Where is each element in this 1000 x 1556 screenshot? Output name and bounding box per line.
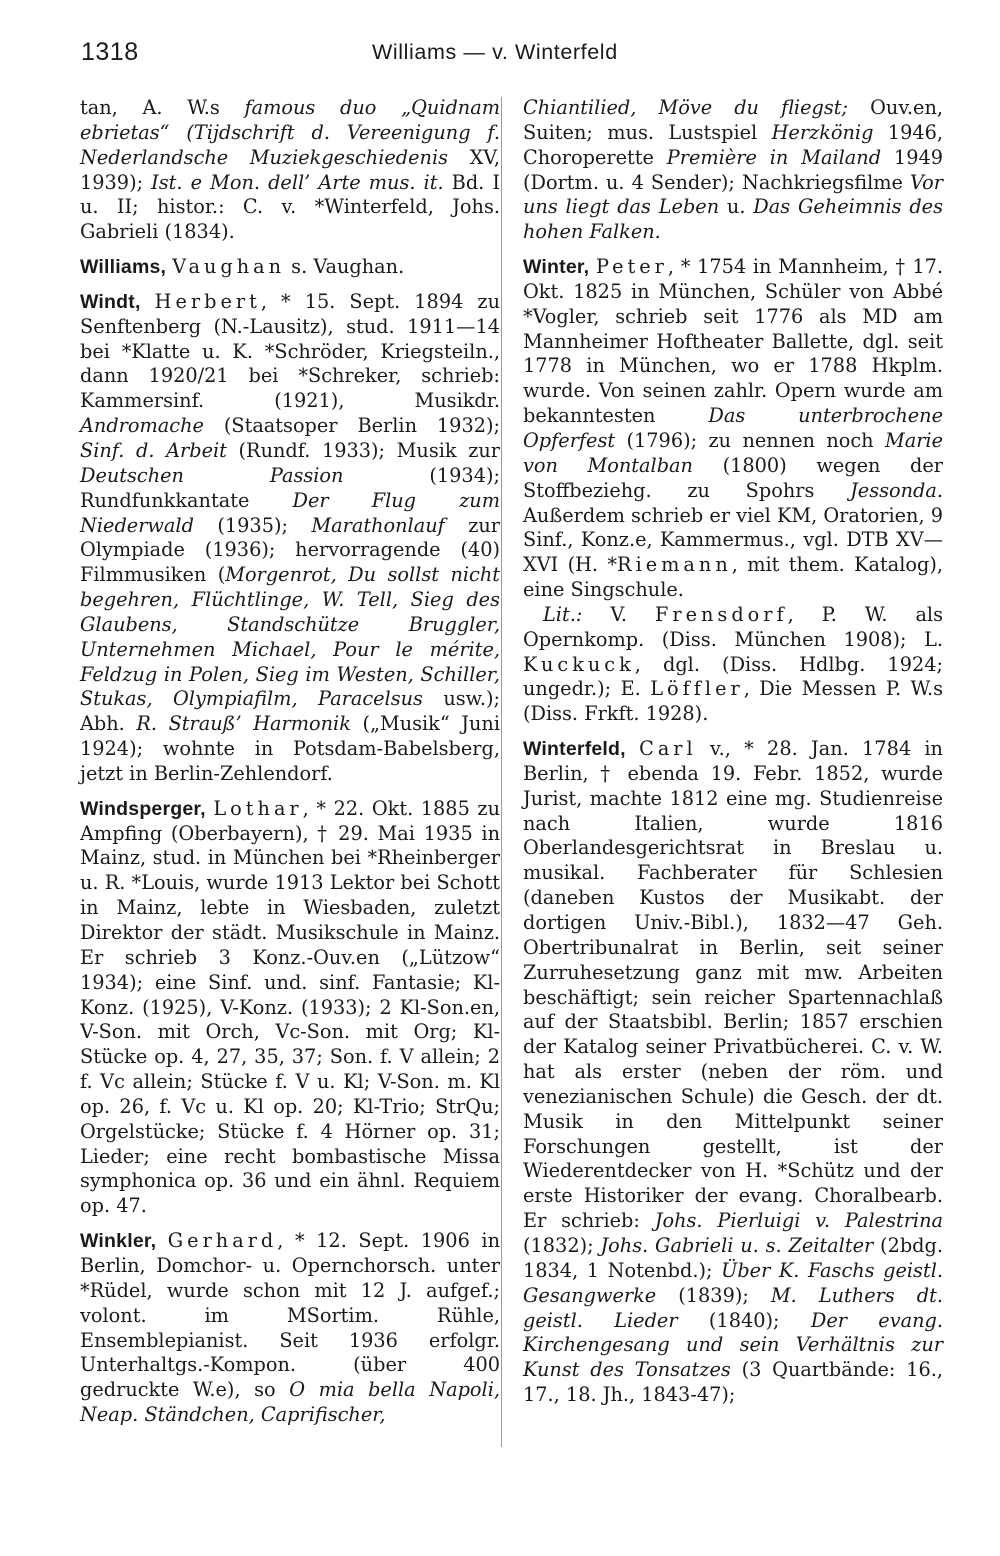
entry-title: Der evang. Kirchengesang und sein Verhältnis zur Kunst des Tonsatzes <box>523 1308 943 1382</box>
entry-text: , * 22. Okt. 1885 zu Ampfing (Oberbayern), † 29. Mai 1935 in Mainz, stud. in München bei *Rheinberger u. R. *Louis, wurde 1913 Lektor bei Schott in Mainz, lebte in Wiesbaden, zuletzt Direktor der städt. Musikschule in Mainz. Er schrieb 3 Konz.-Ouv.en („Lützow“ 1934); eine Sinf. und. sinf. Fantasie; Kl-Konz. (1925), V-Konz. (1933); 2 Kl-Son.en, V-Son. mit Orch, Vc-Son. mit Org; Kl-Stücke op. 4, 27, 35, 37; Son. f. V allein; 2 f. Vc allein; Stücke f. V u. Kl; V-Son. m. Kl op. 26, f. Vc u. Kl op. 20; Kl-Trio; StrQu; Orgelstücke; Stücke f. 4 Hörner op. 31; Lieder; eine recht bombastische Missa symphonica op. 36 und ein ähnl. Requiem op. 47. <box>80 796 501 1218</box>
entry-spaced-name: Riemann <box>617 553 732 577</box>
entry-text: (1934); Rundfunkkantate <box>80 463 500 512</box>
entry-text: (3 Quartbände: 16., 17., 18. Jh., 1843-47); <box>523 1358 943 1407</box>
entry-title: R. Strauß’ Harmonik <box>136 712 351 736</box>
entry-text: Ouv.en, Suiten; mus. Lustspiel <box>523 96 944 144</box>
right-column <box>523 96 943 1418</box>
entry-text: 1946, Choroperette <box>523 120 944 169</box>
entry-title: Morgenrot, Du sollst nicht begehren, Flüchtlinge, W. Tell, Sieg des Glaubens, Standschütze Bruggler, Unternehmen Michael, Pour le mérite, Feldzug in Polen, Sieg im Westen, Schiller, Stukas, Olympiafilm, Paracelsus <box>80 563 501 711</box>
entry-headword: Winter, <box>523 256 590 279</box>
entry-title: Sinf. d. Arbeit <box>80 438 227 462</box>
entry-text: V. <box>582 602 655 626</box>
entry-text: (1839); <box>656 1283 771 1307</box>
entry-text: , * 15. Sept. 1894 zu Senftenberg (N.-Lausitz), stud. 1911—14 bei *Klatte u. K. *Schröder, Kriegsteiln., dann 1920/21 bei *Schreker, schrieb: Kammersinf. (1921), Musikdr. <box>80 289 500 413</box>
entry-text: (1935); <box>193 513 312 537</box>
entry-given-name: Lothar <box>213 796 303 820</box>
entry-text: , * 12. Sept. 1906 in Berlin, Domchor- u. Opernchorsch. unter *Rüdel, wurde schon mit 12 J. aufgef.; volont. im MSortim. Rühle, Ensemblepianist. Seit 1936 erfolgr. Unterhaltgs.-Kompon. (über 400 gedruckte W.e), so <box>80 1229 500 1402</box>
entry-title: Johs. Pierluigi v. Palestrina <box>654 1209 944 1233</box>
entry-title: Der Flug zum Niederwald <box>80 488 500 537</box>
entry-continuation <box>80 96 500 245</box>
literature-note <box>523 603 943 727</box>
entry-title: famous duo „Quidnam ebrietas“ (Tijdschrift d. Vereenigung f. Nederlandsche Muziekgeschiedenis <box>80 96 500 169</box>
entry-title: Chiantilied, Möve du fliegst; <box>523 96 848 119</box>
entry-text: usw.); Abh. <box>80 687 500 736</box>
entry-text: tan, A. W.s <box>80 96 245 119</box>
entry-title: Ist. e Mon. dell’ Arte mus. it. <box>151 170 444 194</box>
page-header <box>0 38 1000 78</box>
entry-headword: Windsperger, <box>80 797 206 820</box>
entry-text: („Musik“ Juni 1924); wohnte in Potsdam-Babelsberg, jetzt in Berlin-Zehlendorf. <box>80 712 501 785</box>
entry-text: , mit them. Katalog), eine Singschule. <box>523 553 943 602</box>
entry-text: XV, 1939); <box>80 145 500 194</box>
entry-title: Jessonda. <box>850 478 943 502</box>
entry-text: (1840); <box>677 1308 811 1332</box>
entry-text: 1949 (Dortm. u. 4 Sender); Nachkriegsfilme <box>523 145 943 194</box>
entry-text: Außerdem schrieb er viel KM, Oratorien, 9 Sinf., Konz.e, Kammermus., vgl. DTB XV—XVI (H. * <box>523 503 943 577</box>
entry-title: Das unterbrochene Opferfest <box>523 404 943 452</box>
entry-title: Vor uns liegt das Leben <box>523 170 943 219</box>
entry-spaced-name: Löffler <box>650 677 744 701</box>
entry-headword: Winterfeld, <box>523 738 626 761</box>
entry-williams <box>80 255 500 280</box>
entry-winkler <box>80 1229 500 1428</box>
entry-title: Das Geheimnis des hohen Falken. <box>523 195 943 244</box>
entry-text: , P. W. als Opernkomp. (Diss. München 1908); L. <box>523 602 943 651</box>
entry-text: (2bdg. 1834, 1 Notenbd.); <box>523 1233 943 1282</box>
entry-text: v., * 28. Jan. 1784 in Berlin, † ebenda 19. Febr. 1852, wurde Jurist, machte 1812 eine mg. Studienreise nach Italien, wurde 1816 Oberlandesgerichtsrat in Breslau u. musikal. Fachberater für Schlesien (daneben Kustos der Musikabt. der dortigen Univ.-Bibl.), 1832—47 Geh. Obertribunalrat in Berlin, seit seiner Zurruhesetzung ganz mit mw. Arbeiten beschäftigt; sein reicher Spartennachlaß auf der Staatsbibl. Berlin; 1857 erschien der Katalog seiner Privatbücherei. C. v. W. hat als erster (neben der röm. und venezianischen Schule) die Gesch. der dt. Musik in den Mittelpunkt seiner Forschungen gestellt, ist der Wiederentdecker von H. *Schütz und der erste Historiker der evang. Choralbearb. Er schrieb: <box>523 737 943 1233</box>
entry-windsperger <box>80 797 500 1219</box>
entry-text: (1796); zu nennen noch <box>615 428 885 452</box>
entry-text: , Die Messen P. W.s (Diss. Frkft. 1928). <box>523 677 944 726</box>
entry-given-name: Gerhard <box>167 1229 278 1253</box>
entry-title: Herzkönig <box>771 120 874 144</box>
left-column <box>80 96 500 1438</box>
entry-text: (1832); <box>523 1233 601 1257</box>
entry-text: (Rundf. 1933); Musik zur <box>226 438 500 462</box>
entry-title: Deutschen Passion <box>80 463 344 487</box>
entry-text: , dgl. (Diss. Hdlbg. 1924; ungedr.); E. <box>523 652 943 701</box>
entry-text: zur Olympiade (1936); hervorragende (40) Filmmusiken ( <box>80 513 500 587</box>
column-divider <box>501 97 502 1447</box>
entry-headword: Windt, <box>80 290 141 313</box>
entry-title: M. Luthers dt. geistl. Lieder <box>523 1283 943 1332</box>
entry-title: Première in Mailand <box>666 145 882 169</box>
entry-given-name: Herbert <box>154 289 261 313</box>
entry-winterfeld <box>523 737 943 1408</box>
entry-title: Johs. Gabrieli u. s. Zeitalter <box>600 1233 874 1257</box>
literature-label: Lit.: <box>543 602 583 626</box>
entry-text: (Staatsoper Berlin 1932); <box>203 414 500 438</box>
entry-windt <box>80 290 500 787</box>
entry-text: , * 1754 in Mannheim, † 17. Okt. 1825 in München, Schüler von Abbé *Vogler, schrieb seit 1776 als MD am Mannheimer Hoftheater Ballette, dgl. seit 1778 in München, wo er 1788 Hkplm. wurde. Von seinen zahlr. Opern wurde am bekanntesten <box>523 255 944 428</box>
entry-headword: Winkler, <box>80 1230 157 1253</box>
entry-winkler-continued <box>523 96 943 245</box>
entry-text: Bd. I u. II; histor.: C. v. *Winterfeld, Johs. Gabrieli (1834). <box>80 170 500 244</box>
entry-given-name: Vaughan <box>172 255 286 279</box>
entry-title: Andromache <box>80 414 204 438</box>
entry-title: Über K. Faschs geistl. Gesangwerke <box>523 1258 943 1307</box>
entry-title: Marie von Montalban <box>523 428 943 477</box>
entry-spaced-name: Kuckuck <box>523 652 635 676</box>
entry-title: Marathonlauf <box>311 513 445 537</box>
entry-text: s. Vaughan. <box>285 255 405 279</box>
entry-text: u. <box>719 195 754 219</box>
entry-given-name: Carl <box>639 737 697 761</box>
running-head: Williams — v. Winterfeld <box>372 40 618 64</box>
entry-winter <box>523 255 943 727</box>
entry-spaced-name: Frensdorf <box>655 602 788 626</box>
entry-text: (1800) wegen der Stoffbeziehg. zu Spohrs <box>523 453 944 502</box>
entry-given-name: Peter <box>595 255 668 279</box>
entry-title: O mia bella Napoli, Neap. Ständchen, Caprifischer, <box>80 1378 500 1427</box>
page-number: 1318 <box>81 38 139 66</box>
entry-headword: Williams, <box>80 256 167 279</box>
